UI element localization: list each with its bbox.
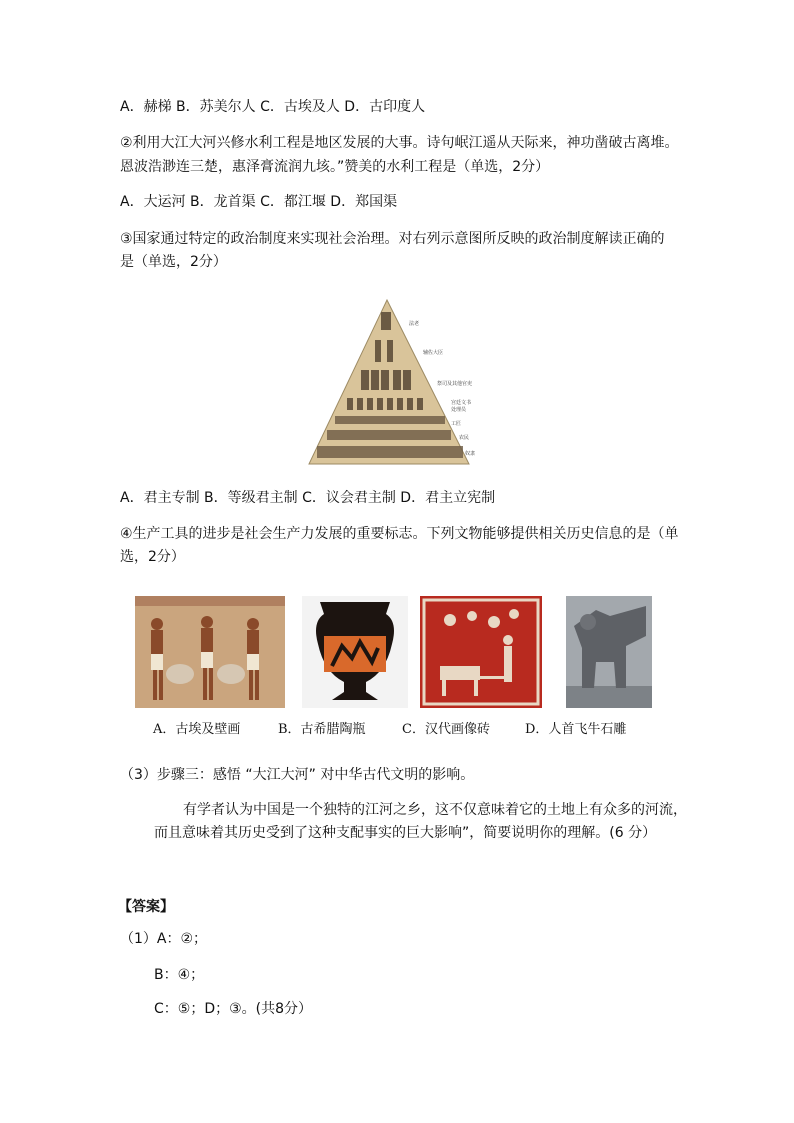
answer-part-b: B：④；: [154, 967, 205, 983]
q4-stem-line2: 选，2分）: [120, 549, 185, 565]
answer-heading: 【答案】: [118, 899, 174, 915]
caption-c: C．汉代画像砖: [402, 722, 490, 737]
pyramid-label-artisans: 工匠: [451, 421, 462, 427]
pyramid-label-priests: 祭司及其他官吏: [437, 381, 473, 387]
egypt-fresco-image: [135, 596, 285, 708]
caption-a: A．古埃及壁画: [153, 722, 241, 737]
step3-title: （3）步骤三：感悟 “大江大河” 对中华古代文明的影响。: [120, 767, 475, 783]
q1-options: A．赫梯 B．苏美尔人 C．古埃及人 D．古印度人: [120, 99, 426, 115]
q4-stem-line1: ④生产工具的进步是社会生产力发展的重要标志。下列文物能够提供相关历史信息的是（单: [120, 526, 679, 542]
answer-part-a: （1）A：②；: [120, 931, 208, 947]
caption-b: B．古希腊陶瓶: [278, 722, 366, 737]
pyramid-label-farmers: 农民: [459, 435, 470, 441]
pyramid-label-pharaoh: 法老: [409, 321, 420, 327]
lamassu-statue-image: [566, 596, 652, 708]
han-brick-image: [420, 596, 542, 708]
q3-options: A．君主专制 B．等级君主制 C．议会君主制 D．君主立宪制: [120, 490, 496, 506]
pyramid-label-scribes: 宫廷文书: [451, 400, 472, 406]
pyramid-label-clerks: 处理员: [451, 407, 467, 413]
q2-options: A．大运河 B．龙首渠 C．都江堰 D．郑国渠: [120, 194, 398, 210]
answer-part-c: C：⑤；D；③。(共8分）: [154, 1001, 313, 1017]
q3-stem-line2: 是（单选，2分）: [120, 254, 227, 270]
step3-para-line1: 有学者认为中国是一个独特的江河之乡，这不仅意味着它的土地上有众多的河流，: [183, 802, 687, 818]
greek-vase-image: [302, 596, 408, 708]
q2-stem-line1: ②利用大江大河兴修水利工程是地区发展的大事。诗句岷江遥从天际来，神功凿破古离堆。: [120, 135, 679, 151]
pyramid-label-slaves: 奴隶: [465, 451, 476, 457]
egypt-hierarchy-pyramid: [305, 298, 475, 468]
step3-para-line2: 而且意味着其历史受到了这种支配事实的巨大影响”，简要说明你的理解。(6 分）: [154, 825, 657, 841]
pyramid-label-ministers: 辅佐大臣: [423, 350, 444, 356]
q3-stem-line1: ③国家通过特定的政治制度来实现社会治理。对右列示意图所反映的政治制度解读正确的: [120, 231, 665, 247]
q2-stem-line2: 恩波浩渺连三楚，惠泽膏流润九垓。”赞美的水利工程是（单选，2分）: [120, 159, 550, 175]
caption-d: D．人首飞牛石雕: [525, 722, 627, 737]
